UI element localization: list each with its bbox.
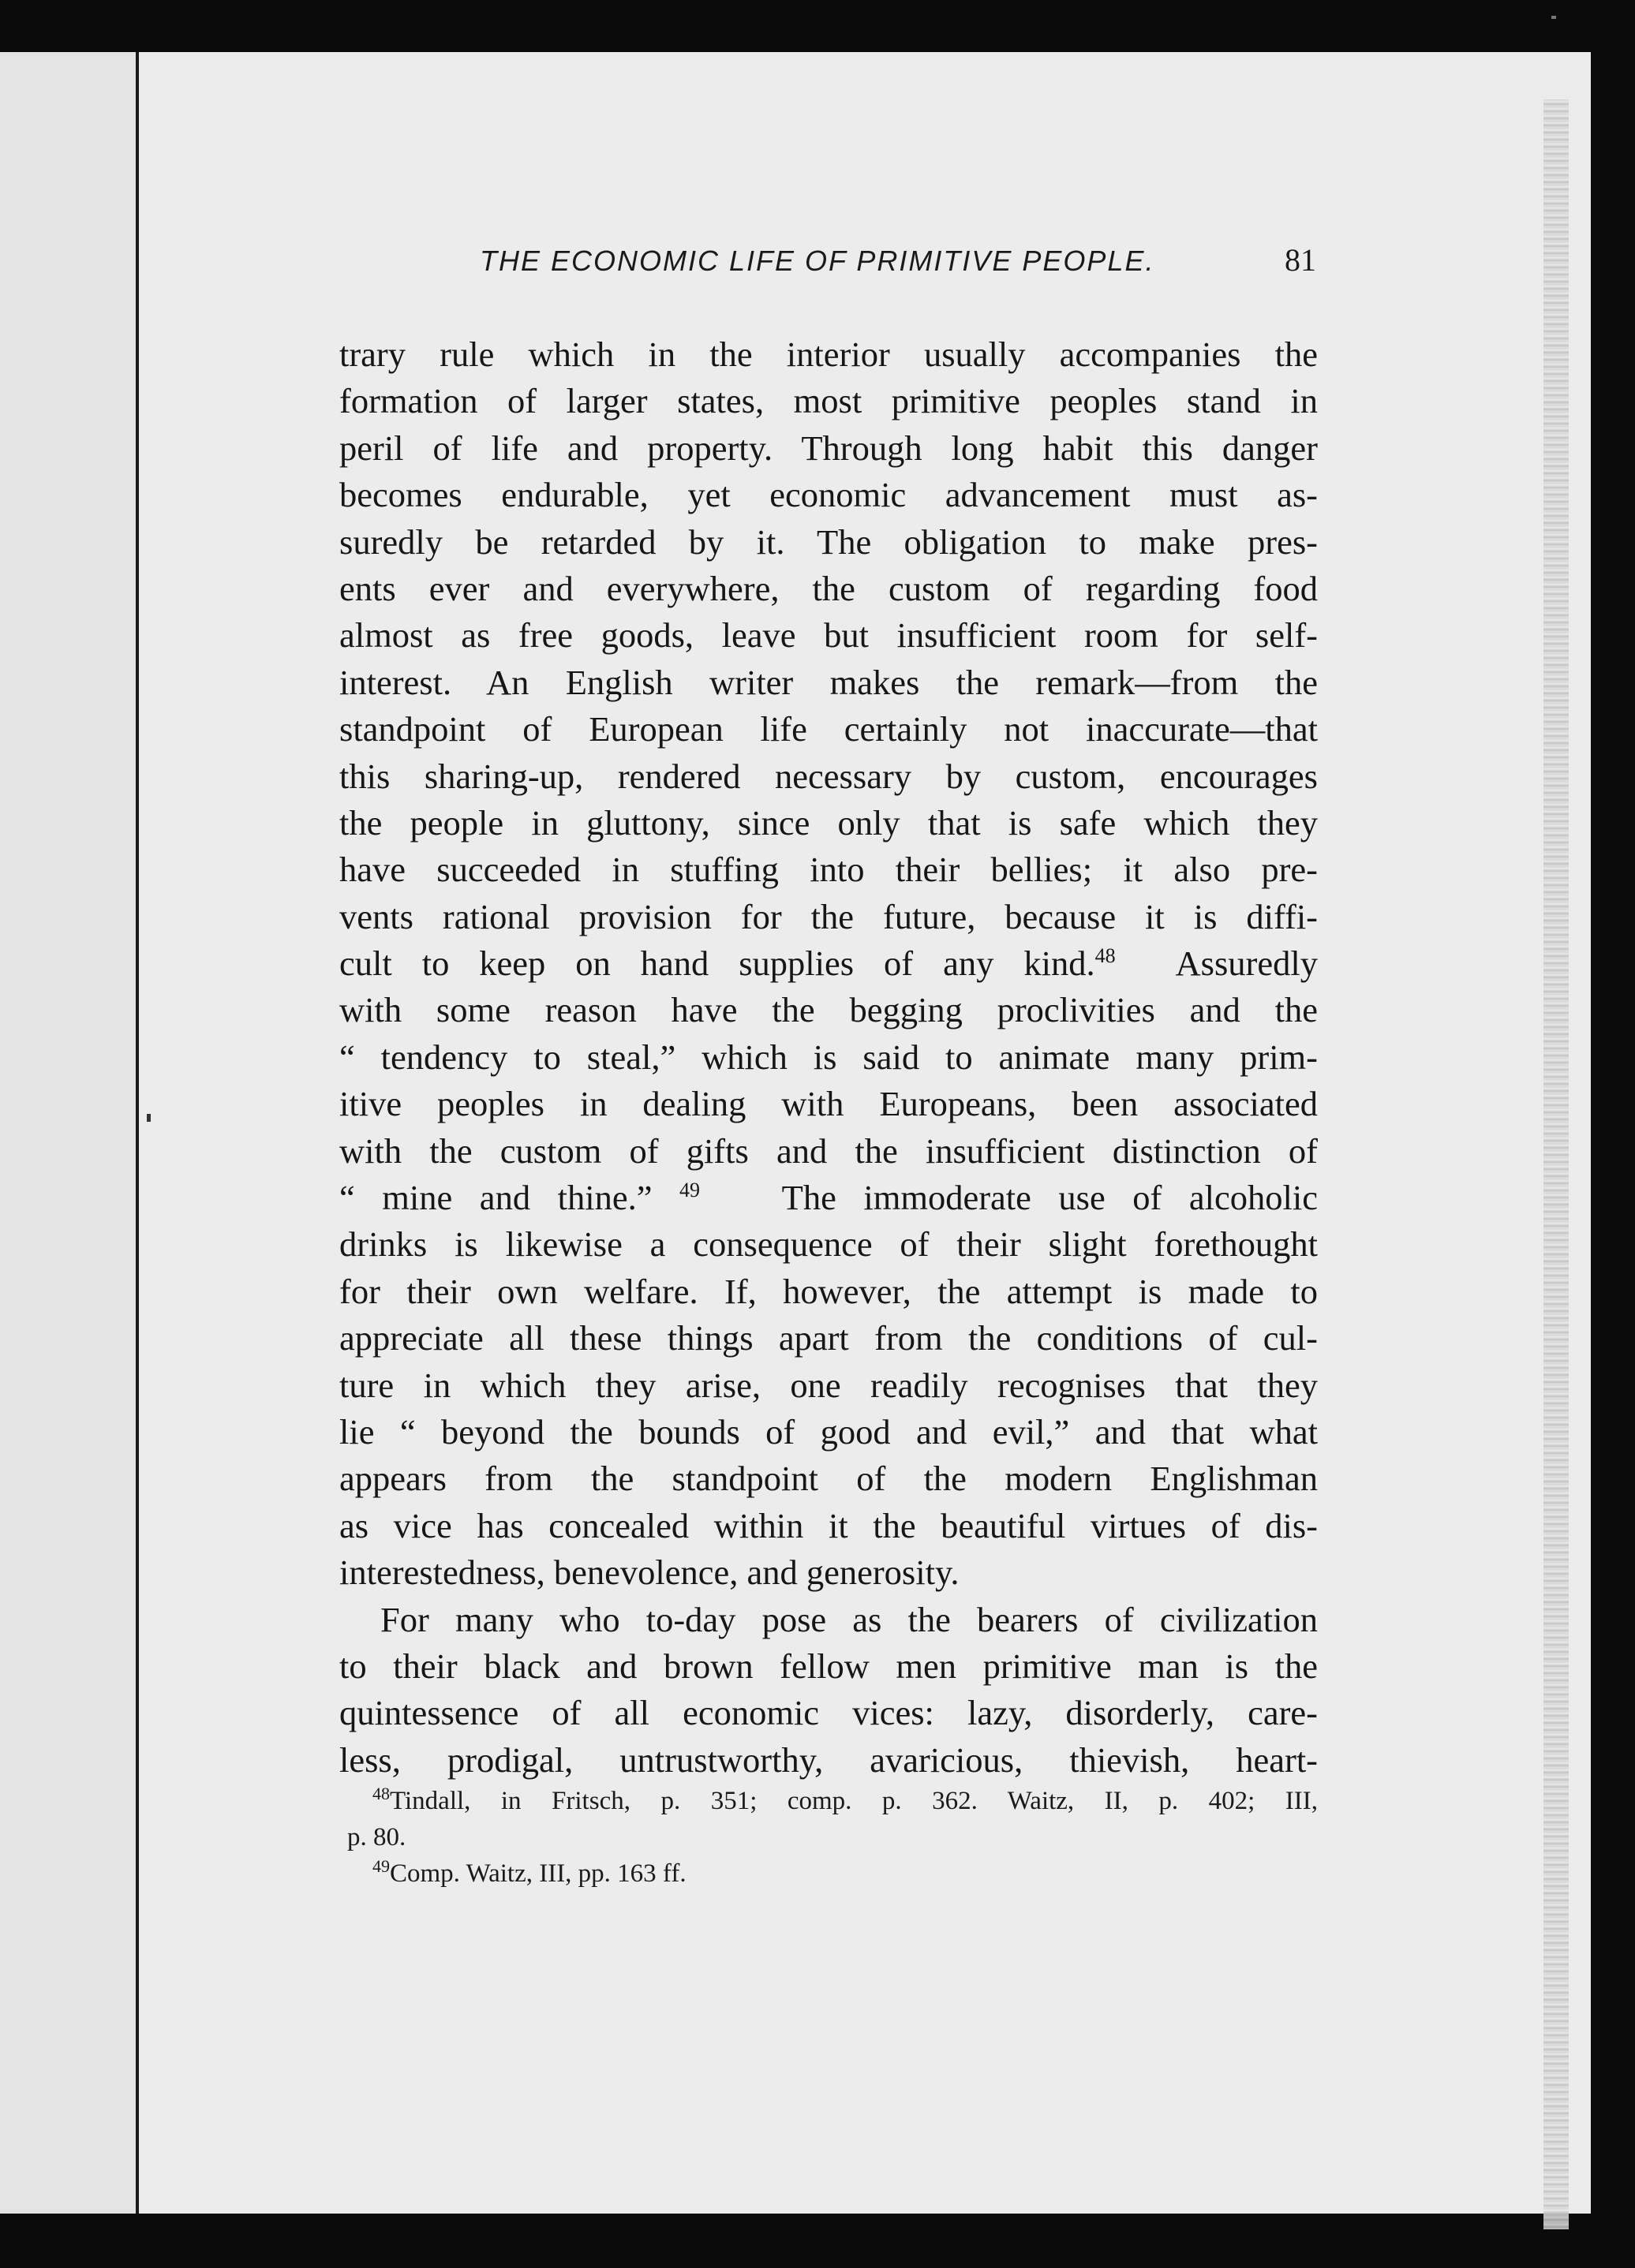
text-line-with-ref-48 — [339, 940, 1318, 987]
text-line: quintessence of all economic vices: lazy, disorderly, care- — [339, 1693, 1318, 1733]
scan-speck — [1551, 16, 1556, 19]
left-page-strip — [0, 52, 136, 2214]
text-line-with-ref-49 — [339, 1175, 1318, 1221]
text-line: “ tendency to steal,” which is said to animate many prim- — [339, 1037, 1318, 1077]
margin-mark — [147, 1114, 151, 1122]
line-segment: Assuredly — [1175, 943, 1318, 984]
footnote-48-line-2: p. 80. — [347, 1823, 406, 1851]
text-line: formation of larger states, most primitive peoples stand in — [339, 381, 1318, 421]
text-line: have succeeded in stuffing into their bellies; it also pre- — [339, 850, 1318, 890]
text-line: ture in which they arise, one readily recognises that they — [339, 1365, 1318, 1405]
text-line: less, prodigal, untrustworthy, avaricious, thievish, heart- — [339, 1739, 1318, 1780]
footnote-48-line-1 — [347, 1783, 1318, 1819]
text-line: vents rational provision for the future, because it is diffi- — [339, 896, 1318, 936]
text-line: appears from the standpoint of the modern Englishman — [339, 1459, 1318, 1499]
text-line: with the custom of gifts and the insufficient distinction of — [339, 1130, 1318, 1171]
text-line: becomes endurable, yet economic advancement must as- — [339, 475, 1318, 515]
text-line: interest. An English writer makes the remark—from the — [339, 662, 1318, 702]
text-line: the people in gluttony, since only that is safe which they — [339, 802, 1318, 843]
footnotes — [347, 1783, 1318, 1892]
body-text — [339, 331, 1318, 1784]
footnote-49-line-1 — [347, 1855, 1318, 1892]
page-edge-texture — [1543, 99, 1569, 2229]
text-line: with some reason have the begging proclivities and the — [339, 990, 1318, 1030]
text-line: for their own welfare. If, however, the attempt is made to — [339, 1271, 1318, 1311]
footnote-ref-49: 49 — [679, 1179, 701, 1202]
text-line: drinks is likewise a consequence of their slight forethought — [339, 1224, 1318, 1265]
text-line: appreciate all these things apart from the conditions of cul- — [339, 1318, 1318, 1358]
footnote-49-marker: 49 — [372, 1856, 390, 1876]
running-head-title: THE ECONOMIC LIFE OF PRIMITIVE PEOPLE. — [480, 245, 1155, 277]
footnote-ref-48: 48 — [1094, 944, 1116, 968]
text-line: itive peoples in dealing with Europeans, been associated — [339, 1084, 1318, 1124]
text-line: peril of life and property. Through long habit this danger — [339, 428, 1318, 468]
text-line: to their black and brown fellow men primitive man is the — [339, 1646, 1318, 1686]
footnote-48-marker: 48 — [372, 1784, 390, 1803]
text-line: almost as free goods, leave but insufficient room for self- — [339, 615, 1318, 656]
text-line: trary rule which in the interior usually accompanies the — [339, 334, 1318, 374]
text-line: this sharing-up, rendered necessary by custom, encourages — [339, 756, 1318, 796]
text-line: ents ever and everywhere, the custom of regarding food — [339, 568, 1318, 608]
footnote-48-text: Tindall, in Fritsch, p. 351; comp. p. 362. Waitz, II, p. 402; III, — [390, 1787, 1318, 1815]
line-segment: The immoderate use of alcoholic — [781, 1178, 1318, 1218]
footnote-49-text: Comp. Waitz, III, pp. 163 ff. — [390, 1859, 687, 1888]
running-head — [338, 242, 1316, 300]
text-line: standpoint of European life certainly not inaccurate—that — [339, 709, 1318, 749]
line-segment: cult to keep on hand supplies of any kind. — [339, 943, 1095, 984]
text-line: as vice has concealed within it the beautiful virtues of dis- — [339, 1505, 1318, 1545]
page-number: 81 — [1285, 242, 1316, 278]
paragraph-end-line: interestedness, benevolence, and generosity. — [339, 1552, 960, 1593]
text-line: lie “ beyond the bounds of good and evil,” and that what — [339, 1411, 1318, 1452]
line-segment: “ mine and thine.” — [339, 1178, 653, 1218]
text-line: suredly be retarded by it. The obligation to make pres- — [339, 521, 1318, 562]
paragraph-start-line: For many who to-day pose as the bearers of civilization — [380, 1599, 1318, 1639]
